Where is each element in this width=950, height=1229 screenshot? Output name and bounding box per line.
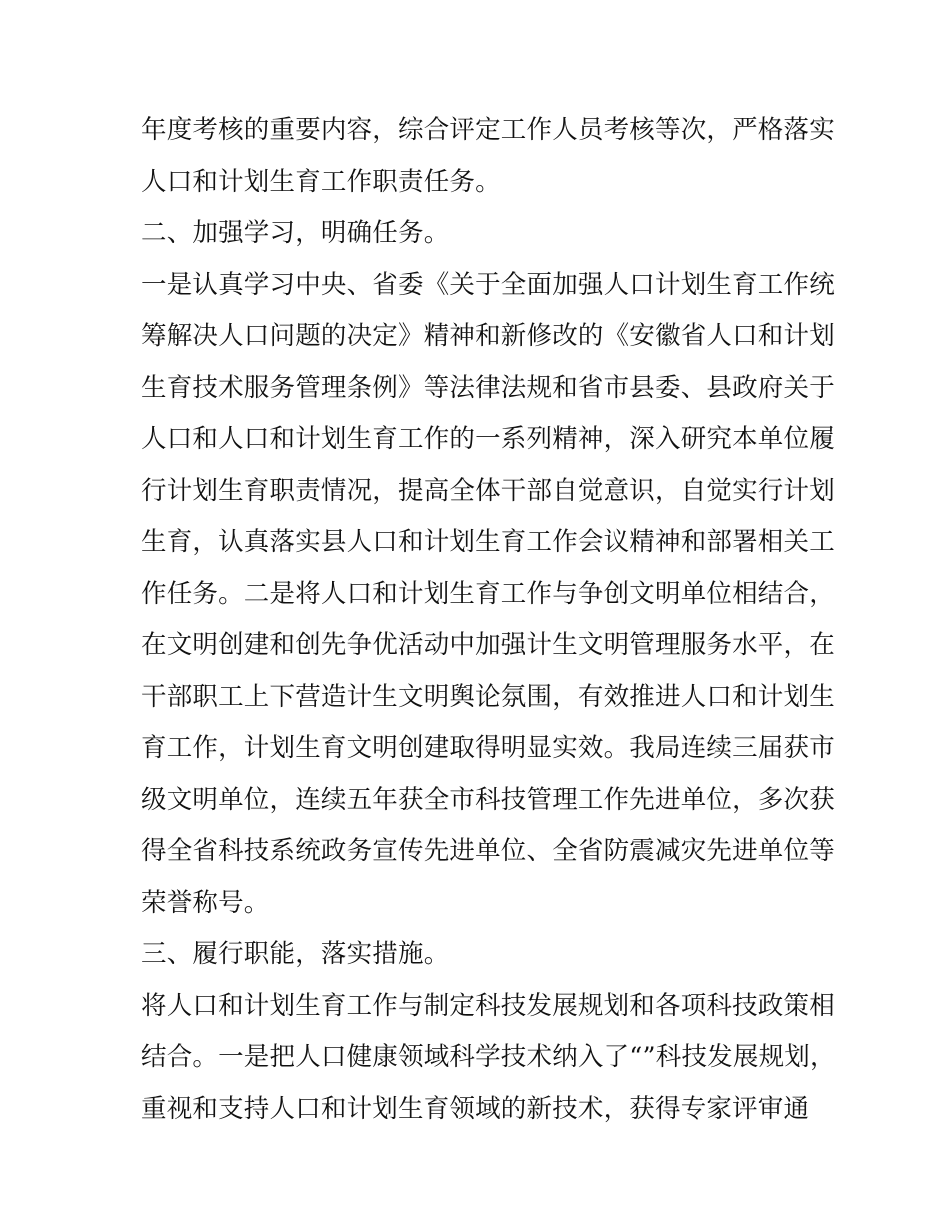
text-line: 作任务。二是将人口和计划生育工作与争创文明单位相结合，	[141, 578, 835, 609]
text-line: 人口和人口和计划生育工作的一系列精神，深入研究本单位履	[141, 424, 835, 454]
text-line: 生育，认真落实县人口和计划生育工作会议精神和部署相关工	[141, 527, 835, 557]
text-line: 结合。一是把人口健康领域科学技术纳入了“”科技发展规划，	[141, 1042, 836, 1072]
text-line: 得全省科技系统政务宣传先进单位、全省防震减灾先进单位等	[141, 836, 835, 866]
text-line: 行计划生育职责情况，提高全体干部自觉意识，自觉实行计划	[141, 475, 835, 506]
text-line: 在文明创建和创先争优活动中加强计生文明管理服务水平，在	[141, 630, 835, 660]
text-line: 生育技术服务管理条例》等法律法规和省市县委、县政府关于	[141, 372, 835, 403]
text-line: 荣誉称号。	[141, 887, 270, 918]
text-line: 重视和支持人口和计划生育领域的新技术，获得专家评审通	[141, 1093, 810, 1124]
text-line: 干部职工上下营造计生文明舆论氛围，有效推进人口和计划生	[141, 681, 835, 712]
section-heading: 三、履行职能，落实措施。	[141, 939, 450, 969]
text-line: 级文明单位，连续五年获全市科技管理工作先进单位，多次获	[141, 784, 835, 815]
text-line: 一是认真学习中央、省委《关于全面加强人口计划生育工作统	[141, 269, 835, 300]
text-line: 年度考核的重要内容，综合评定工作人员考核等次，严格落实	[141, 115, 835, 145]
section-heading: 二、加强学习，明确任务。	[141, 218, 450, 248]
text-line: 将人口和计划生育工作与制定科技发展规划和各项科技政策相	[141, 990, 835, 1021]
body-text	[141, 105, 836, 1135]
text-line: 人口和计划生育工作职责任务。	[141, 166, 501, 197]
text-line: 育工作，计划生育文明创建取得明显实效。我局连续三届获市	[141, 733, 835, 763]
text-line: 筹解决人口问题的决定》精神和新修改的《安徽省人口和计划	[141, 321, 835, 351]
